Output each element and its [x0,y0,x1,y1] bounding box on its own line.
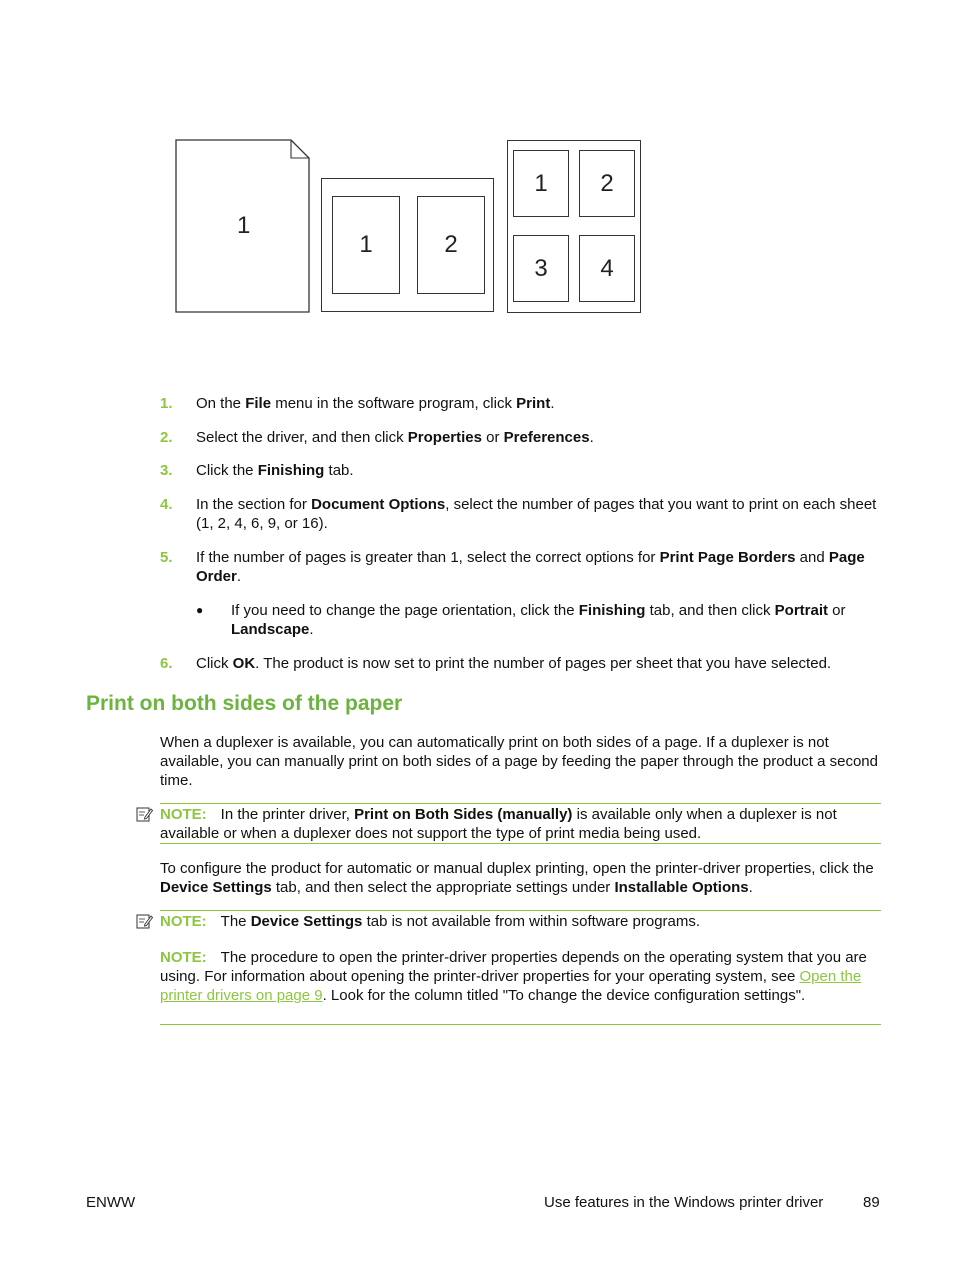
text: tab, and then select the appropriate settings under [271,879,615,896]
text: If you need to change the page orientation, click the [231,602,579,619]
ui-term: OK [232,655,256,672]
step-number: 5. [160,549,173,566]
four-up-label-4: 4 [600,254,614,282]
note-icon [136,806,153,823]
two-up-page-1 [332,196,400,294]
text: or [828,602,846,619]
text: tab is not available from within software programs. [362,913,701,930]
ui-term: Finishing [257,462,325,479]
note-2-top-rule [160,910,881,911]
ui-term: Document Options [311,496,446,513]
text: . [550,395,555,412]
text: is available only when a duplexer is not available or when a duplexer does not support the type of print media being used. [160,806,837,842]
footer-left: ENWW [86,1194,136,1211]
text: To configure the product for automatic or manual duplex printing, open the printer-driver properties, click the [160,860,874,877]
note-label: NOTE: [160,806,207,823]
text: . The product is now set to print the number of pages per sheet that you have selected. [255,655,832,672]
step-text [196,495,886,533]
text: tab. [324,462,354,479]
page-number: 89 [863,1194,880,1211]
single-page-number: 1 [237,212,251,239]
four-up-page-4 [579,235,635,302]
configure-paragraph [160,859,882,897]
note-label: NOTE: [160,949,207,966]
step-number: 6. [160,655,173,672]
ui-term: Finishing [578,602,646,619]
step-number: 1. [160,395,173,412]
text: On the [196,395,246,412]
step-text [196,461,886,480]
note-1-top-rule [160,803,881,804]
ui-term: Installable Options [614,879,749,896]
open-printer-drivers-link[interactable]: Open the printer drivers on page 9 [160,968,862,1004]
text: The [220,913,251,930]
text: . Look for the column titled "To change the device configuration settings". [322,987,806,1004]
note-3-bottom-rule [160,1024,881,1025]
step-text [196,394,886,413]
ui-term: Properties [407,429,482,446]
four-up-label-3: 3 [534,254,548,282]
two-up-label-2: 2 [444,231,458,258]
two-up-label-1: 1 [359,231,373,258]
bullet-dot: ● [196,603,204,617]
note-1-bottom-rule [160,843,881,844]
step-text [196,428,886,447]
text: . [309,621,314,638]
step-text [196,548,886,586]
ui-term: Device Settings [160,879,272,896]
note-icon [136,913,153,930]
ui-term: Landscape [231,621,310,638]
ui-term: Print [516,395,551,412]
ui-term: Print on Both Sides (manually) [354,806,573,823]
text: . [589,429,594,446]
two-up-page-2 [417,196,485,294]
note-3 [160,948,881,1005]
text: . [236,568,242,585]
bullet-text [231,601,886,639]
text: Click [196,655,233,672]
text: , select the number of pages that you want to print on each sheet (1, 2, 4, 6, 9, or 16). [196,496,877,532]
step-number: 3. [160,462,173,479]
text: Select the driver, and then click [196,429,408,446]
text: tab, and then click [645,602,775,619]
note-2 [160,912,881,931]
note-1 [160,805,881,843]
four-up-label-2: 2 [600,169,614,197]
ui-term: Device Settings [250,913,363,930]
text: menu in the software program, click [271,395,517,412]
text: The procedure to open the printer-driver properties depends on the operating system that you are using. For information about opening the printer-driver properties for your operating system, see [160,949,867,985]
text: In the section for [196,496,312,513]
footer-section-title: Use features in the Windows printer driver [544,1194,824,1211]
step-text [196,654,886,673]
text: Click the [196,462,258,479]
text: If the number of pages is greater than 1, select the correct options for [196,549,660,566]
ui-term: Portrait [774,602,829,619]
step-number: 4. [160,496,173,513]
intro-paragraph: When a duplexer is available, you can automatically print on both sides of a page. If a duplexer is not available, you can manually print on both sides of a page by feeding the paper through the product a second time. [160,734,878,789]
note-label: NOTE: [160,913,207,930]
section-title: Print on both sides of the paper [86,692,403,715]
ui-term: Page Order [196,549,865,585]
ui-term: Preferences [503,429,590,446]
text: . [748,879,753,896]
four-up-label-1: 1 [534,169,548,197]
four-up-page-2 [579,150,635,217]
four-up-page-1 [513,150,569,217]
text: or [481,429,504,446]
text: In the printer driver, [220,806,355,823]
text: and [795,549,829,566]
ui-term: Print Page Borders [659,549,796,566]
step-number: 2. [160,429,173,446]
four-up-page-3 [513,235,569,302]
ui-term: File [245,395,272,412]
